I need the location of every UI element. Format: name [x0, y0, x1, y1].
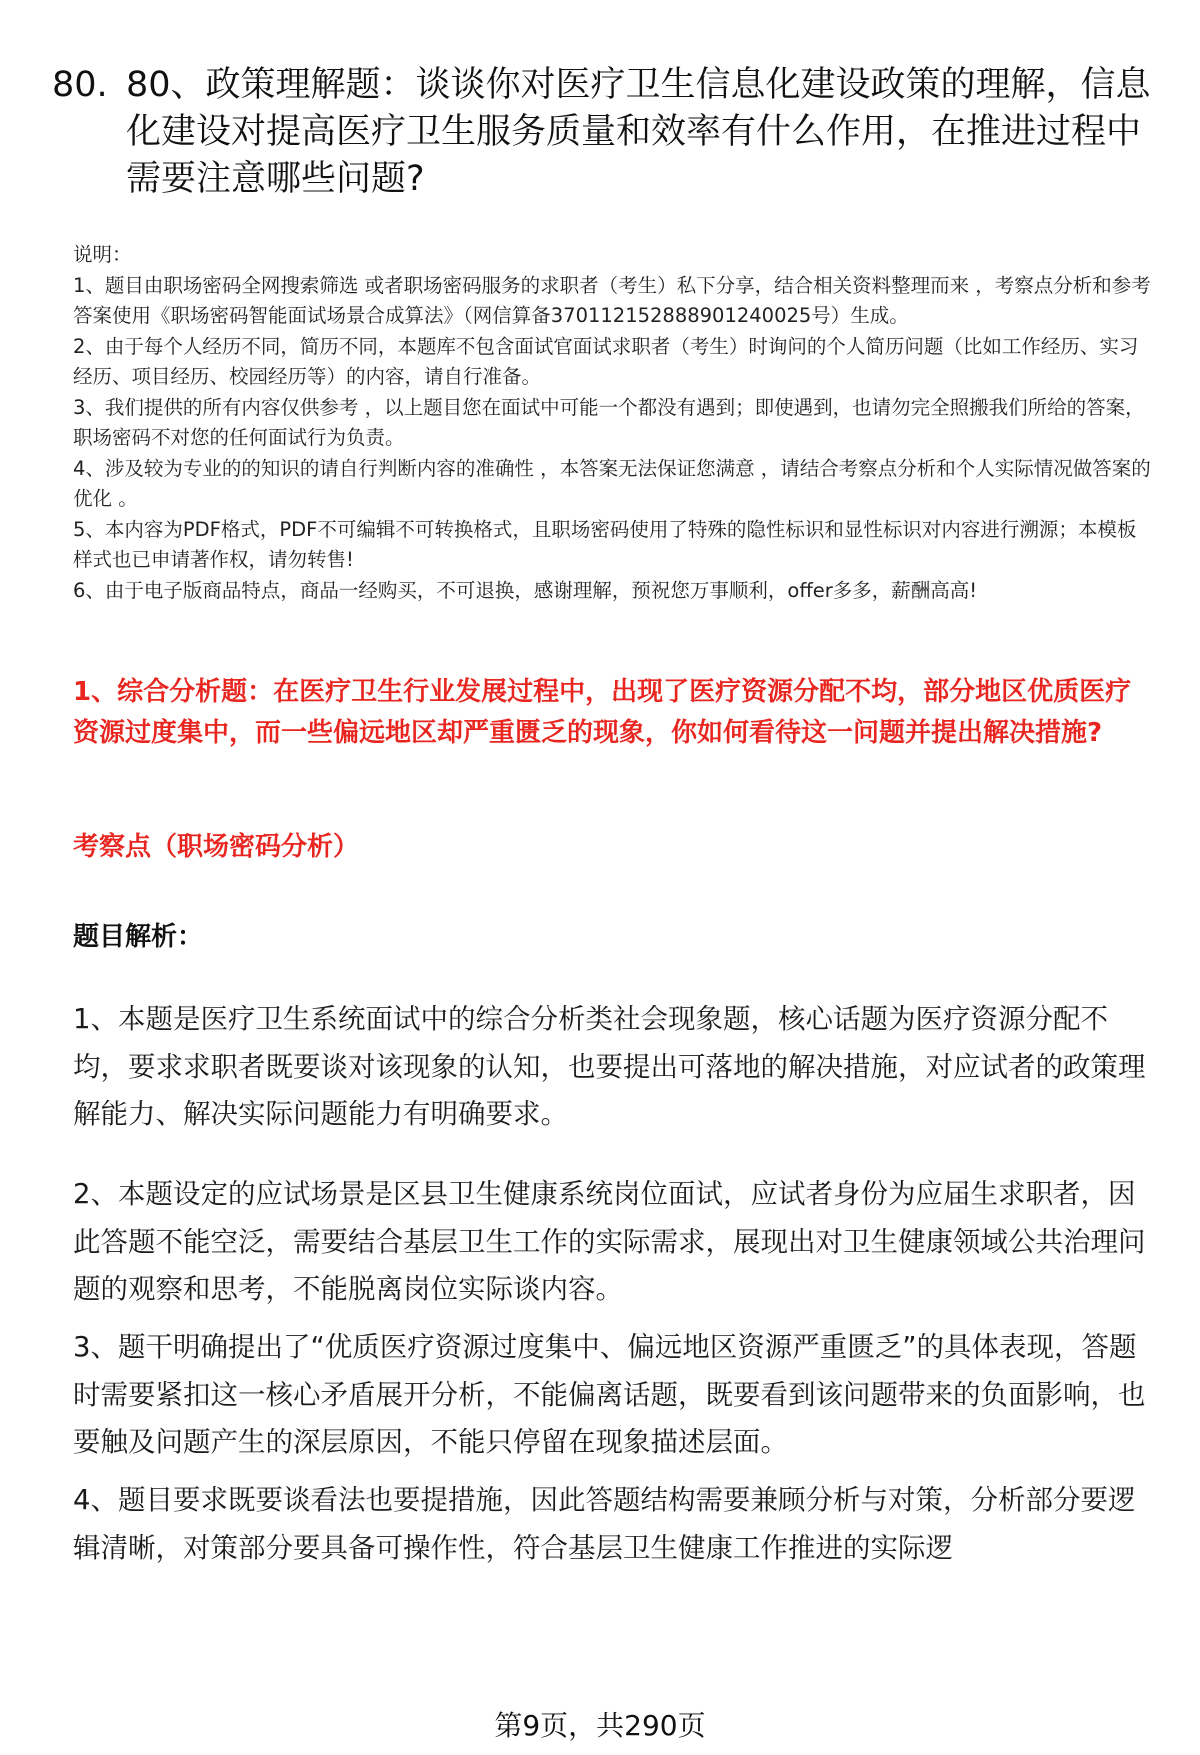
analysis-heading: 题目解析： [73, 922, 204, 952]
notes-item: 5、本内容为PDF格式，PDF不可编辑不可转换格式，且职场密码使用了特殊的隐性标识和显性标识对内容进行溯源；本模板样式也已申请著作权，请勿转售! [73, 517, 1137, 571]
notes-item: 2、由于每个人经历不同，简历不同，本题库不包含面试官面试求职者（考生）时询问的个人简历问题（比如工作经历、实习经历、项目经历、校园经历等）的内容，请自行准备。 [73, 334, 1139, 388]
notes-item: 1、题目由职场密码全网搜索筛选 或者职场密码服务的求职者（考生）私下分享，结合相关资料整理而来 ，考察点分析和参考答案使用《职场密码智能面试场景合成算法》（网信算备370112152888901240025号）生成。 [73, 273, 1151, 327]
page-footer: 第9页，共290页 [494, 1709, 706, 1742]
analysis-paragraph: 1、本题是医疗卫生系统面试中的综合分析类社会现象题，核心话题为医疗资源分配不均，要求求职者既要谈对该现象的认知，也要提出可落地的解决措施，对应试者的政策理解能力、解决实际问题能力有明确要求。 [73, 1003, 1146, 1130]
exam-point-heading: 考察点（职场密码分析） [73, 832, 360, 862]
analysis-paragraph: 4、题目要求既要谈看法也要提措施，因此答题结构需要兼顾分析与对策，分析部分要逻辑清晰，对策部分要具备可操作性，符合基层卫生健康工作推进的实际逻 [73, 1484, 1136, 1564]
analysis-paragraph: 3、题干明确提出了“优质医疗资源过度集中、偏远地区资源严重匮乏”的具体表现，答题时需要紧扣这一核心矛盾展开分析，不能偏离话题，既要看到该问题带来的负面影响，也要触及问题产生的深层原因，不能只停留在现象描述层面。 [73, 1331, 1146, 1458]
notes-item: 4、涉及较为专业的的知识的请自行判断内容的准确性 ，本答案无法保证您满意 ，请结合考察点分析和个人实际情况做答案的优化 。 [73, 456, 1151, 510]
analysis-paragraph: 2、本题设定的应试场景是区县卫生健康系统岗位面试，应试者身份为应届生求职者，因此答题不能空泛，需要结合基层卫生工作的实际需求，展现出对卫生健康领域公共治理问题的观察和思考，不能脱离岗位实际谈内容。 [73, 1178, 1146, 1305]
question-number: 80. [52, 65, 108, 105]
sub-question: 1、综合分析题：在医疗卫生行业发展过程中，出现了医疗资源分配不均，部分地区优质医疗资源过度集中，而一些偏远地区却严重匮乏的现象，你如何看待这一问题并提出解决措施? [73, 677, 1132, 748]
notes-section [73, 240, 1153, 606]
notes-item: 6、由于电子版商品特点，商品一经购买，不可退换，感谢理解，预祝您万事顺利，offer多多，薪酬高高! [73, 578, 978, 602]
notes-item: 3、我们提供的所有内容仅供参考 ，以上题目您在面试中可能一个都没有遇到；即使遇到，也请勿完全照搬我们所给的答案，职场密码不对您的任何面试行为负责。 [73, 395, 1145, 449]
question-title [52, 62, 1152, 203]
question-text: 80、政策理解题：谈谈你对医疗卫生信息化建设政策的理解，信息化建设对提高医疗卫生服务质量和效率有什么作用，在推进过程中需要注意哪些问题? [126, 65, 1151, 199]
notes-heading: 说明： [73, 243, 132, 266]
